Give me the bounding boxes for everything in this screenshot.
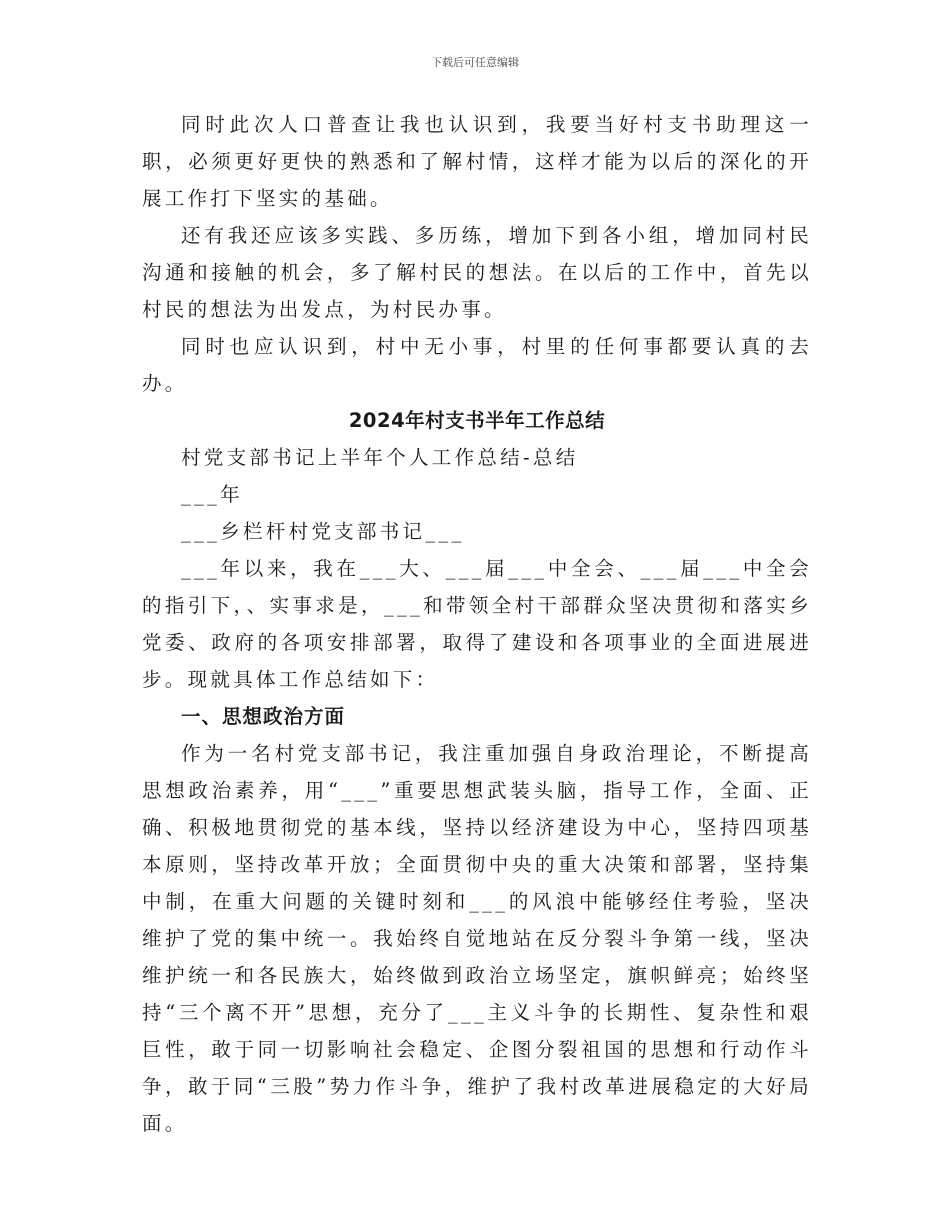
page-header: 下载后可任意编辑 [431, 56, 519, 69]
paragraph-no-small-matters: 同时也应认识到，村中无小事，村里的任何事都要认真的去办。 [142, 335, 812, 395]
intro-line-subtitle: 村党支部书记上半年个人工作总结-总结 [181, 446, 579, 469]
paragraph-more-practice: 还有我还应该多实践、多历练，增加下到各小组，增加同村民沟通和接触的机会，多了解村民的想法。在以后的工作中，首先以村民的想法为出发点，为村民办事。 [142, 224, 812, 321]
paragraph-summary: ___年以来，我在___大、___届___中全会、___届___中全会的指引下，、实事求是，___和带领全村干部群众坚决贯彻和落实乡党委、政府的各项安排部署，取得了建设和各项事业的全面进展进步。现就具体工作总结如下： [142, 557, 812, 691]
section-heading-ideology: 一、思想政治方面 [181, 705, 346, 728]
paragraph-census-reflection: 同时此次人口普查让我也认识到，我要当好村支书助理这一职，必须更好更快的熟悉和了解村情，这样才能为以后的深化的开展工作打下坚实的基础。 [142, 113, 812, 210]
intro-line-year: ___年 [181, 483, 243, 506]
document-title: 2024年村支书半年工作总结 [348, 409, 606, 432]
paragraph-ideology-body: 作为一名村党支部书记，我注重加强自身政治理论，不断提高思想政治素养，用“___”重要思想武装头脑，指导工作，全面、正确、积极地贯彻党的基本线，坚持以经济建设为中心，坚持四项基本原则，坚持改革开放；全面贯彻中央的重大决策和部署，坚持集中制，在重大问题的关键时刻和___的风浪中能够经住考验，坚决维护了党的集中统一。我始终自觉地站在反分裂斗争第一线，坚决维护统一和各民族大，始终做到政治立场坚定，旗帜鲜亮；始终坚持“三个离不开”思想，充分了___主义斗争的长期性、复杂性和艰巨性，敢于同一切影响社会稳定、企图分裂祖国的思想和行动作斗争，敢于同“三股”势力作斗争，维护了我村改革进展稳定的大好局面。 [142, 742, 813, 1135]
document-body [142, 106, 812, 1142]
intro-line-author: ___乡栏杆村党支部书记___ [181, 520, 465, 543]
